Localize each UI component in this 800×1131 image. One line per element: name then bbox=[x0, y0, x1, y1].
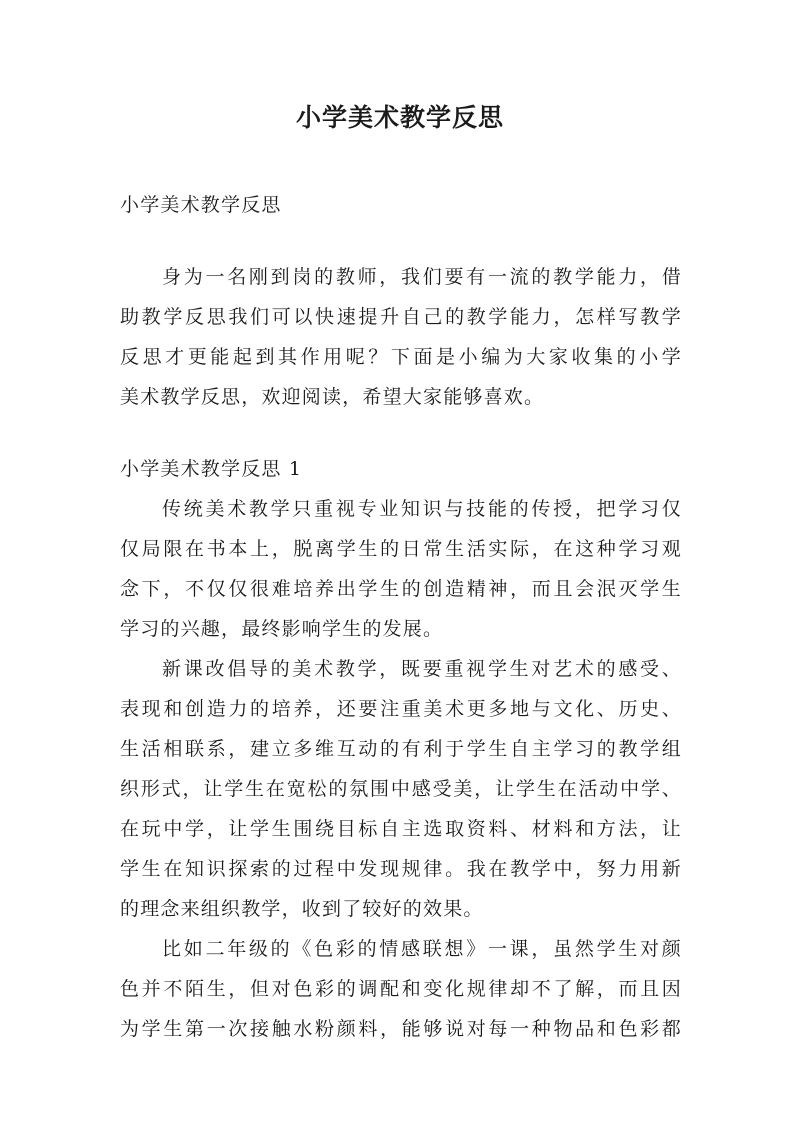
document-title: 小学美术教学反思 bbox=[295, 103, 504, 132]
intro-line-2: 助教学反思我们可以快速提升自己的教学能力，怎样写教学 bbox=[120, 306, 682, 328]
para3-line-3: 为学生第一次接触水粉颜料，能够说对每一种物品和色彩都 bbox=[120, 1018, 682, 1040]
para2-line-6: 学生在知识探索的过程中发现规律。我在教学中，努力用新 bbox=[120, 858, 682, 880]
intro-line-1: 身为一名刚到岗的教师，我们要有一流的教学能力，借 bbox=[162, 266, 682, 288]
intro-line-4: 美术教学反思，欢迎阅读，希望大家能够喜欢。 bbox=[120, 386, 545, 408]
intro-line-3: 反思才更能起到其作用呢？下面是小编为大家收集的小学 bbox=[120, 346, 682, 368]
para1-line-3: 念下，不仅仅很难培养出学生的创造精神，而且会泯灭学生 bbox=[120, 578, 682, 600]
para3-line-1: 比如二年级的《色彩的情感联想》一课，虽然学生对颜 bbox=[162, 938, 682, 960]
section-heading: 小学美术教学反思 1 bbox=[120, 458, 303, 480]
para2-line-5: 在玩中学，让学生围绕目标自主选取资料、材料和方法，让 bbox=[120, 818, 682, 840]
para2-line-2: 表现和创造力的培养，还要注重美术更多地与文化、历史、 bbox=[120, 698, 682, 720]
para3-line-2: 色并不陌生，但对色彩的调配和变化规律却不了解，而且因 bbox=[120, 978, 682, 1000]
document-subtitle: 小学美术教学反思 bbox=[120, 194, 282, 216]
para2-line-1: 新课改倡导的美术教学，既要重视学生对艺术的感受、 bbox=[162, 658, 682, 680]
para1-line-1: 传统美术教学只重视专业知识与技能的传授，把学习仅 bbox=[162, 498, 682, 520]
para2-line-7: 的理念来组织教学，收到了较好的效果。 bbox=[120, 898, 484, 920]
para1-line-2: 仅局限在书本上，脱离学生的日常生活实际，在这种学习观 bbox=[120, 538, 682, 560]
para2-line-4: 织形式，让学生在宽松的氛围中感受美，让学生在活动中学、 bbox=[120, 778, 682, 800]
para2-line-3: 生活相联系，建立多维互动的有利于学生自主学习的教学组 bbox=[120, 738, 682, 760]
para1-line-4: 学习的兴趣，最终影响学生的发展。 bbox=[120, 618, 444, 640]
